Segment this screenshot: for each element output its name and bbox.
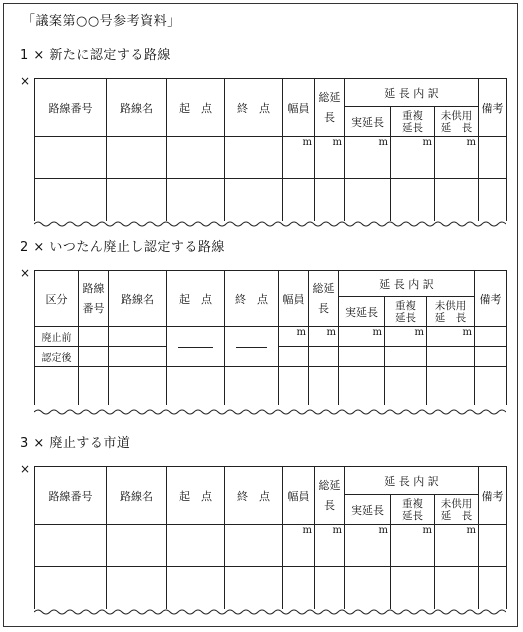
header-route-no [79,271,109,327]
cell-start-dash [167,327,225,367]
wavy-break-line [34,408,506,416]
cell [167,567,225,609]
header-total-length-1: 総延 [318,478,341,492]
unit-unused: m [427,327,475,347]
cell [315,567,345,609]
header-unused-2: 延 長 [434,311,467,324]
header-unused-1: 未供用 [434,299,467,312]
unit-actual: m [345,525,391,567]
unit-width: m [279,327,309,347]
section-1-mark: × [20,74,31,88]
header-end: 終 点 [225,467,283,525]
unit-total: m [315,525,345,567]
header-total-length-2: 長 [318,301,329,315]
unit-actual: m [345,137,391,179]
cell [109,367,167,405]
cell [107,567,167,609]
header-duplicate-2: 延長 [402,121,423,134]
section-2-title: 2 × いつたん廃止し認定する路線 [20,240,225,255]
unit-width: m [283,525,315,567]
header-total-length-2: 長 [324,498,335,512]
cell [167,137,225,179]
header-duplicate-1: 重複 [402,109,423,122]
header-end: 終 点 [225,79,283,137]
cell [309,367,339,405]
cell [475,347,507,367]
row-label-after-recognition: 認定後 [35,347,79,367]
header-route-no-1: 路線 [82,281,105,295]
header-duplicate-2: 延長 [395,311,416,324]
cell [225,367,279,405]
section-1-table [34,78,507,221]
cell [35,525,107,567]
cell [109,327,167,347]
cell [225,525,283,567]
cell [79,367,109,405]
header-duplicate-1: 重複 [395,299,416,312]
wavy-break-line [34,220,506,228]
cell [79,327,109,347]
cell [385,347,427,367]
cell [107,179,167,221]
cell-end-dash [225,327,279,367]
wavy-break-line [34,608,506,616]
document-title: 「議案第○○号参考資料」 [22,14,181,29]
header-end: 終 点 [225,271,279,327]
unit-duplicate: m [385,327,427,347]
section-2-table [34,270,507,405]
header-route-no: 路線番号 [35,467,107,525]
header-route-name: 路線名 [107,79,167,137]
cell [479,137,507,179]
cell [391,567,435,609]
cell [35,137,107,179]
header-route-name: 路線名 [107,467,167,525]
cell [345,179,391,221]
header-start: 起 点 [167,271,225,327]
cell [315,179,345,221]
cell [427,367,475,405]
header-remarks: 備考 [475,271,507,327]
header-unused-2: 延 長 [440,121,473,134]
cell [167,525,225,567]
cell [385,367,427,405]
header-duplicate-length [385,297,427,327]
header-category: 区分 [35,271,79,327]
cell [435,179,479,221]
header-width: 幅員 [279,271,309,327]
header-breakdown: 延 長 内 訳 [345,79,479,107]
header-unused-length [427,297,475,327]
cell [167,367,225,405]
cell [479,567,507,609]
header-actual-length: 実延長 [339,297,385,327]
header-total-length-2: 長 [324,110,335,124]
header-route-no-2: 番号 [82,301,105,315]
cell [35,567,107,609]
header-total-length-1: 総延 [312,281,335,295]
header-actual-length: 実延長 [345,107,391,137]
cell [35,367,79,405]
dash-line [178,347,212,348]
unit-duplicate: m [391,525,435,567]
section-1-title: 1 × 新たに認定する路線 [20,48,171,63]
cell [339,347,385,367]
section-3-title: 3 × 廃止する市道 [20,436,131,451]
header-unused-1: 未供用 [440,497,473,510]
cell [107,525,167,567]
cell [35,179,107,221]
header-remarks: 備考 [479,79,507,137]
header-width: 幅員 [283,79,315,137]
unit-actual: m [339,327,385,347]
cell [167,179,225,221]
header-total-length-1: 総延 [318,90,341,104]
cell [339,367,385,405]
cell [345,567,391,609]
cell [283,567,315,609]
cell [225,179,283,221]
cell [225,137,283,179]
header-breakdown: 延 長 内 訳 [339,271,475,297]
cell [109,347,167,367]
cell [475,327,507,347]
header-total-length [315,467,345,525]
cell [435,567,479,609]
row-label-before-abolition: 廃止前 [35,327,79,347]
header-duplicate-1: 重複 [402,497,423,510]
cell [309,347,339,367]
unit-unused: m [435,137,479,179]
header-width: 幅員 [283,467,315,525]
unit-unused: m [435,525,479,567]
cell [107,137,167,179]
header-start: 起 点 [167,467,225,525]
header-total-length [315,79,345,137]
unit-width: m [283,137,315,179]
header-remarks: 備考 [479,467,507,525]
cell [279,367,309,405]
cell [225,567,283,609]
cell [427,347,475,367]
unit-total: m [315,137,345,179]
header-duplicate-2: 延長 [402,509,423,522]
unit-duplicate: m [391,137,435,179]
section-3-table [34,466,507,609]
dash-line [236,347,268,348]
cell [279,347,309,367]
header-unused-length [435,495,479,525]
header-route-no: 路線番号 [35,79,107,137]
section-2-mark: × [20,266,31,280]
cell [479,525,507,567]
header-duplicate-length [391,107,435,137]
header-actual-length: 実延長 [345,495,391,525]
header-unused-1: 未供用 [440,109,473,122]
header-route-name: 路線名 [109,271,167,327]
header-duplicate-length [391,495,435,525]
cell [283,179,315,221]
cell [391,179,435,221]
cell [475,367,507,405]
header-unused-2: 延 長 [440,509,473,522]
section-3-mark: × [20,462,31,476]
header-total-length [309,271,339,327]
unit-total: m [309,327,339,347]
header-unused-length [435,107,479,137]
cell [479,179,507,221]
cell [79,347,109,367]
header-breakdown: 延 長 内 訳 [345,467,479,495]
header-start: 起 点 [167,79,225,137]
